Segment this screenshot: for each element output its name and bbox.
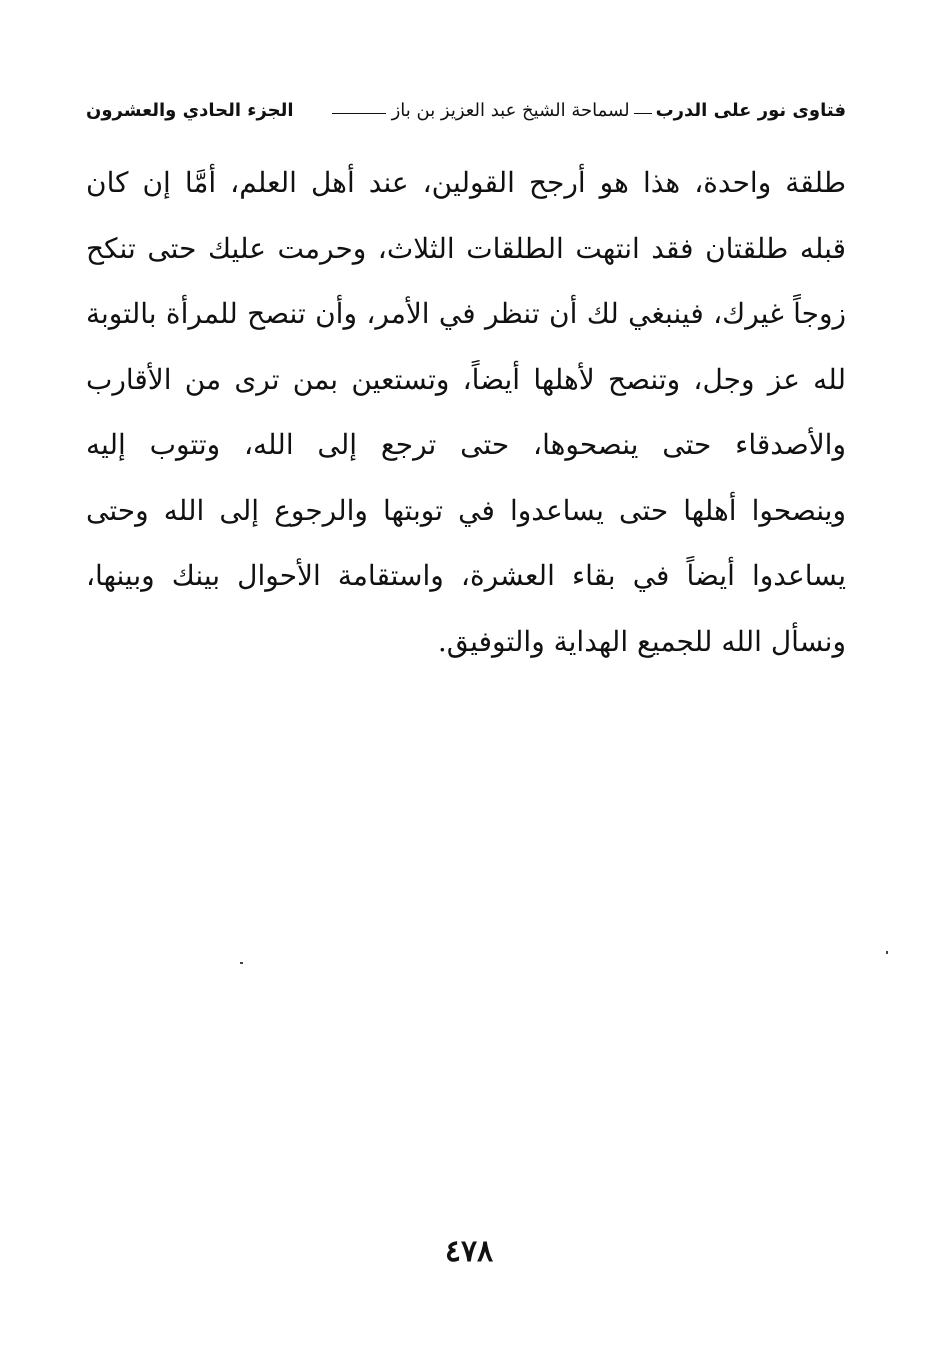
body-line: زوجاً غيرك، فينبغي لك أن تنظر في الأمر، وأن تنصح للمرأة بالتوبة [86, 297, 846, 330]
header-separator-long [332, 113, 386, 114]
header-author: لسماحة الشيخ عبد العزيز بن باز [391, 100, 630, 121]
body-line: وينصحوا أهلها حتى يساعدوا في توبتها والرجوع إلى الله وحتى [86, 493, 846, 527]
header-separator [634, 113, 652, 114]
body-line: قبله طلقتان فقد انتهت الطلقات الثلاث، وحرمت عليك حتى تنكح [86, 231, 846, 265]
header-series-title: فتاوى نور على الدرب [655, 100, 846, 121]
body-line: والأصدقاء حتى ينصحوها، حتى ترجع إلى الله، وتتوب إليه [86, 428, 846, 461]
body-line: طلقة واحدة، هذا هو أرجح القولين، عند أهل العلم، أمَّا إن كان [86, 166, 846, 199]
scan-speck [886, 951, 888, 954]
scan-speck [240, 962, 243, 964]
body-line-last: ونسأل الله للجميع الهداية والتوفيق. [437, 624, 846, 658]
page-number: ٤٧٨ [444, 1234, 494, 1269]
body-line: لله عز وجل، وتنصح لأهلها أيضاً، وتستعين بمن ترى من الأقارب [86, 362, 846, 396]
running-header [86, 96, 846, 126]
body-line: يساعدوا أيضاً في بقاء العشرة، واستقامة الأحوال بينك وبينها، [86, 559, 846, 592]
body-text [86, 150, 846, 674]
header-volume: الجزء الحادي والعشرون [86, 100, 294, 121]
